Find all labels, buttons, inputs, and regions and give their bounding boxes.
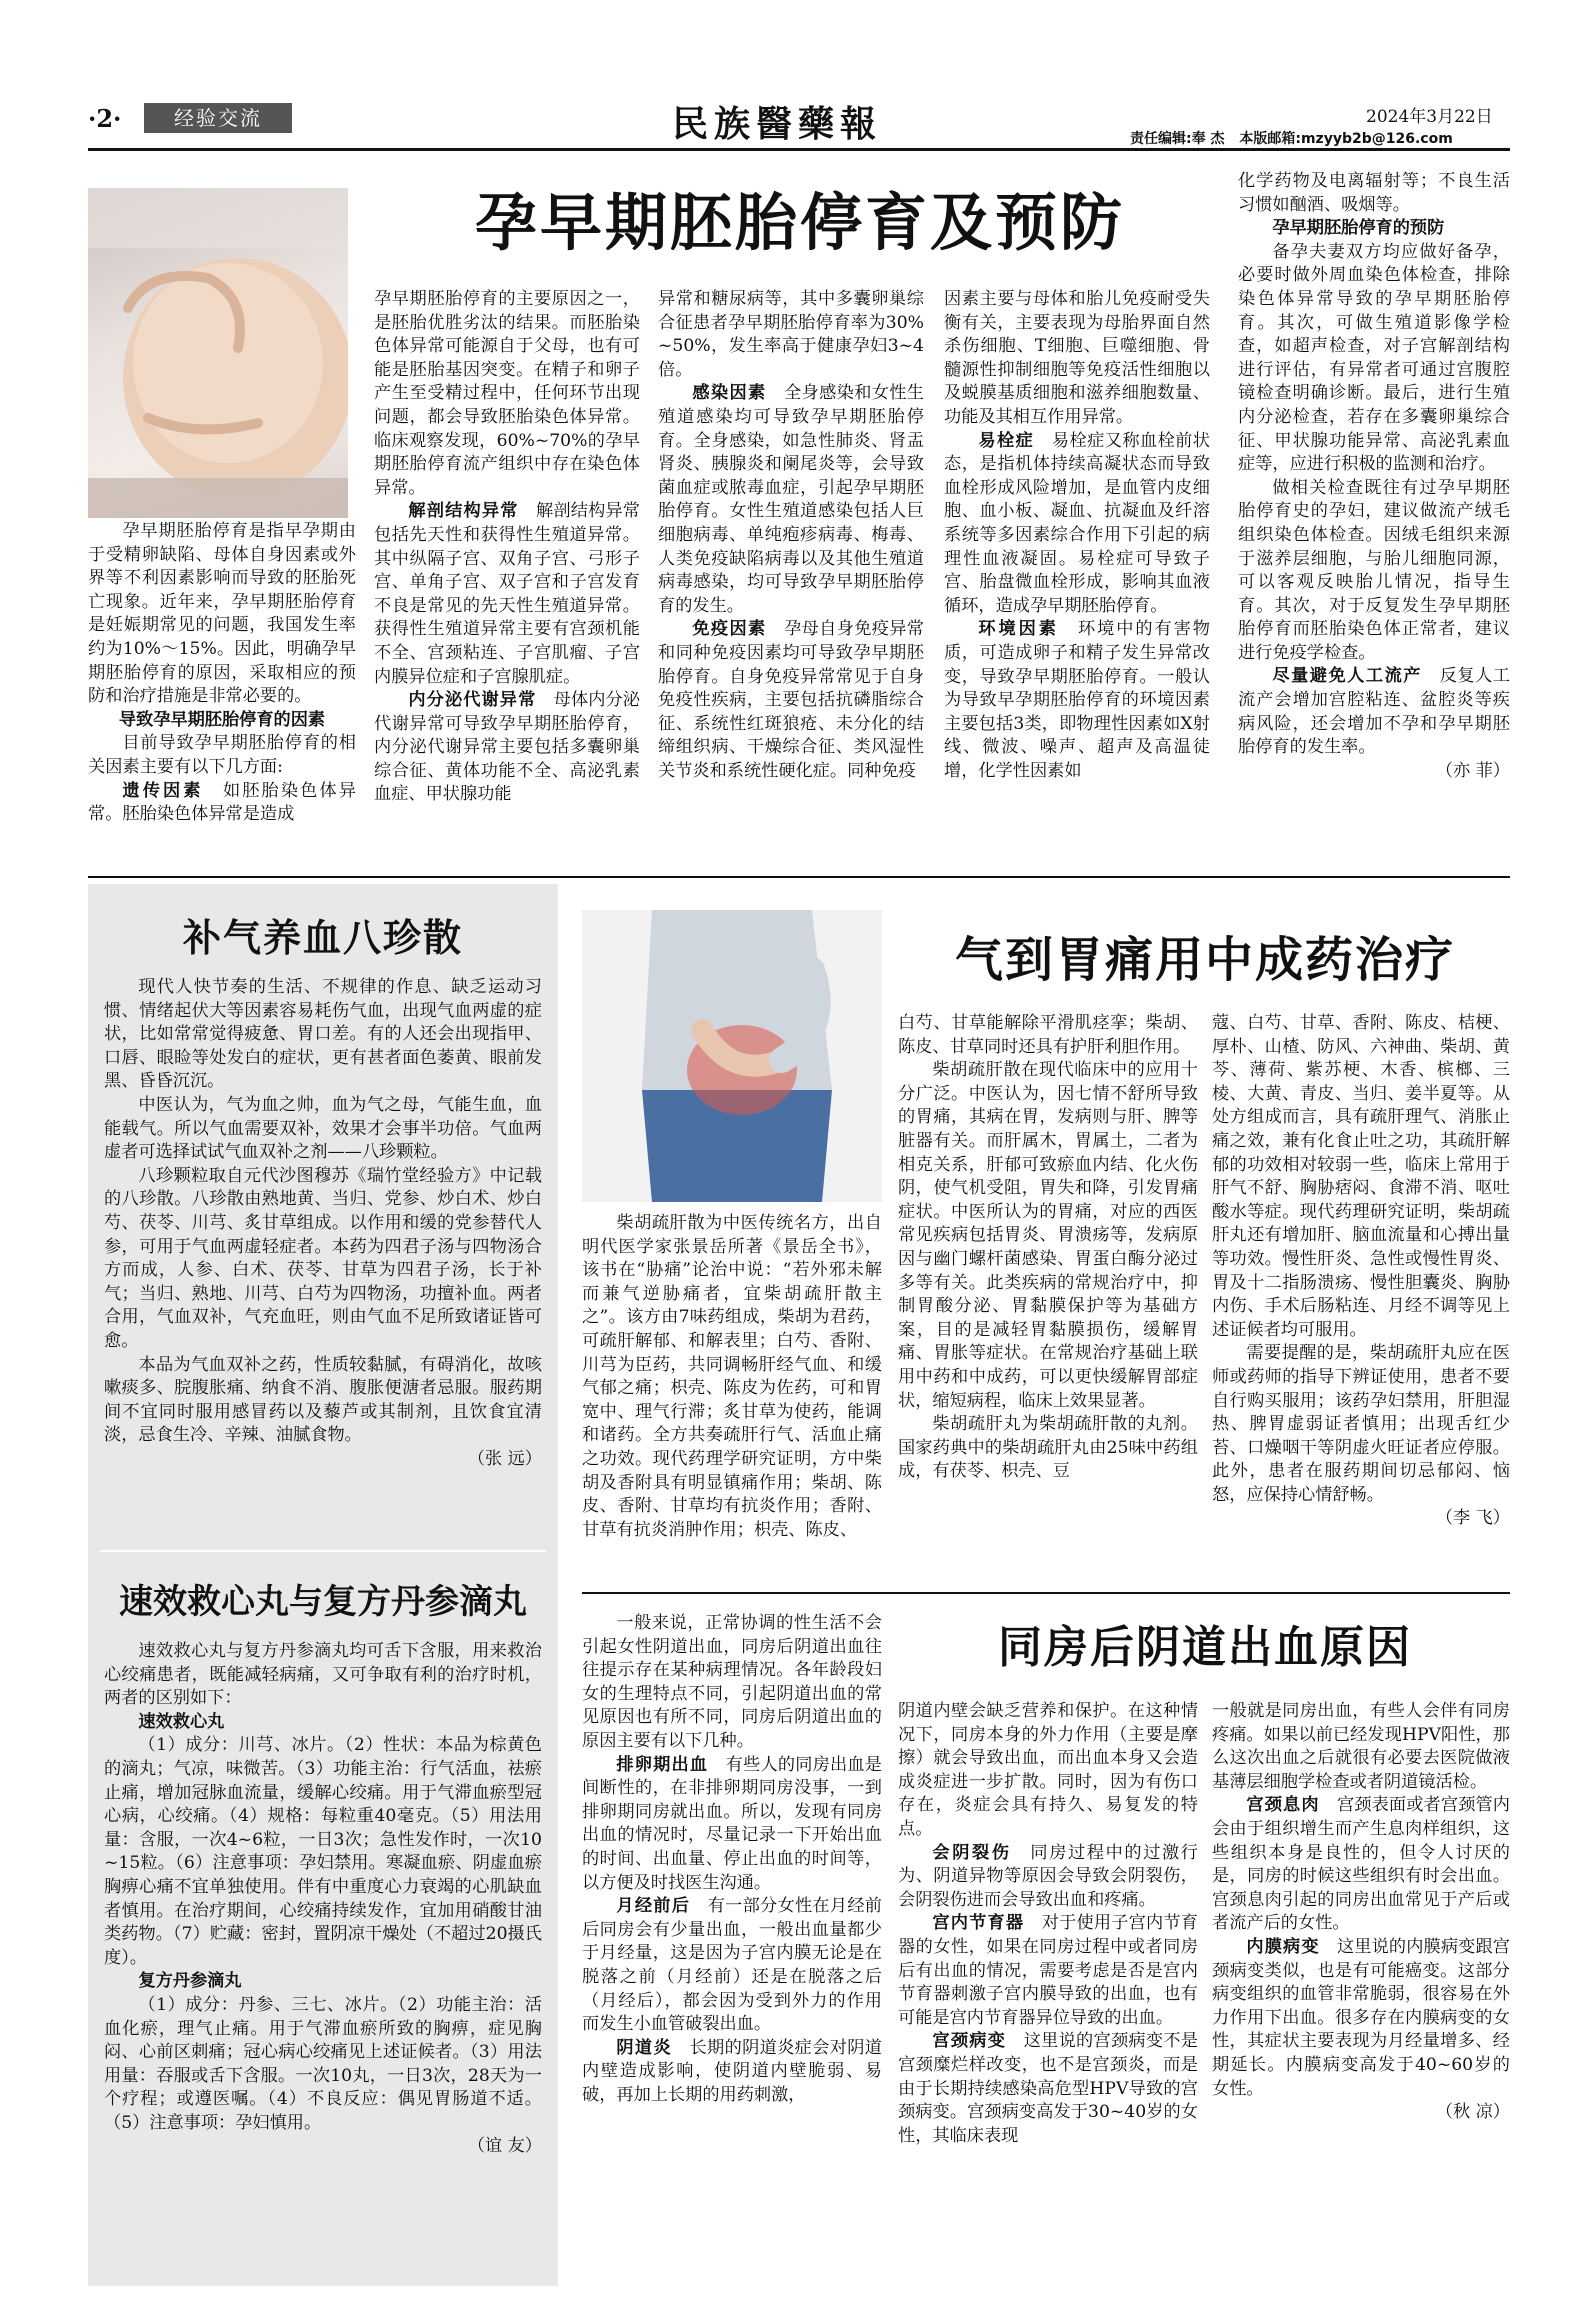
article-title: 孕早期胚胎停育及预防 bbox=[474, 186, 1125, 259]
paragraph-text: 同房过程中的过激行为、阴道异物等原因会导致会阴裂伤，会阴裂伤进而会导致出血和疼痛。 bbox=[898, 1842, 1198, 1910]
paragraph: 一般来说，正常协调的性生活不会引起女性阴道出血，同房后阴道出血往往提示存在某种病理情况。各年龄段妇女的生理特点不同，引起阴道出血的常见原因也有所不同，同房后阴道出血的原因主要有以下几种。 bbox=[582, 1613, 882, 1751]
paragraph-text: 环境中的有害物质，可造成卵子和精子发生异常改变，导致孕早期胚胎停育。一般认为导致早孕期胚胎停育的环境因素主要包括3类，即物理性因素如X射线、微波、噪声、超声及高温徒增，化学性因素如 bbox=[944, 619, 1210, 781]
stomach-pain-illustration bbox=[582, 910, 882, 1202]
article-column bbox=[104, 1640, 542, 2278]
article-column bbox=[88, 520, 356, 870]
paragraph: （1）成分：川芎、冰片。（2）性状：本品为棕黄色的滴丸；气凉，味微苦。（3）功能主治：行气活血，祛瘀止痛，增加冠脉血流量，缓解心绞痛。用于气滞血瘀型冠心病，心绞痛。（4）规格：每粒重40毫克。（5）用法用量：含服，一次4~6粒，一日3次；急性发作时，一次10~15粒。（6）注意事项：孕妇禁用。寒凝血瘀、阴虚血瘀胸痹心痛不宜单独使用。伴有中重度心力衰竭的心肌缺血者慎用。在治疗期间，心绞痛持续发作，宜加用硝酸甘油类药物。（7）贮藏：密封，置阴凉干燥处（不超过20摄氏度）。 bbox=[104, 1735, 542, 1968]
masthead-rule bbox=[88, 148, 1510, 151]
paper-name: 民族醫藥報 bbox=[672, 103, 883, 145]
article-column bbox=[582, 1212, 882, 1562]
paragraph: 目前导致孕早期胚胎停育的相关因素主要有以下几方面: bbox=[88, 733, 356, 777]
article-column bbox=[1212, 1012, 1510, 1562]
paragraph: 阴道内壁会缺乏营养和保护。在这种情况下，同房本身的外力作用（主要是摩擦）就会导致出血，而出血本身又会造成炎症进一步扩散。同时，因为有伤口存在，炎症会具有持久、易复发的特点。 bbox=[898, 1701, 1198, 1839]
keyword: 内膜病变 bbox=[1246, 1936, 1320, 1957]
keyword: 尽量避免人工流产 bbox=[1272, 666, 1422, 687]
paragraph bbox=[898, 2030, 1198, 2148]
paragraph: 孕早期胚胎停育是指早孕期由于受精卵缺陷、母体自身因素或外界等不利因素影响而导致的胚胎死亡现象。近年来，孕早期胚胎停育是妊娠期常见的问题，我国发生率约为10%～15%。因此，明确孕早期胚胎停育的原因，采取相应的预防和治疗措施是非常必要的。 bbox=[88, 521, 356, 707]
paragraph-text: 母体内分泌代谢异常可导致孕早期胚胎停育，内分泌代谢异常主要包括多囊卵巢综合征、黄体功能不全、高泌乳素血症、甲状腺功能 bbox=[374, 690, 640, 805]
paragraph bbox=[1212, 1794, 1510, 1936]
editor-name: 责任编辑:奉 杰 bbox=[1130, 131, 1225, 147]
page-number: ·2· bbox=[88, 104, 122, 133]
paragraph: 柴胡疏肝丸为柴胡疏肝散的丸剂。国家药典中的柴胡疏肝丸由25味中药组成，有茯苓、枳壳、豆 bbox=[898, 1414, 1198, 1482]
keyword: 解剖结构异常 bbox=[408, 501, 519, 522]
paragraph: 中医认为，气为血之帅，血为气之母，气能生血，血能载气。所以气血需要双补，效果才会事半功倍。气血两虚者可选择试试气血双补之剂——八珍颗粒。 bbox=[104, 1094, 542, 1163]
paragraph: 柴胡疏肝散为中医传统名方，出自明代医学家张景岳所著《景岳全书》，该书在“胁痛”论治中说：“若外邪未解而兼气逆胁痛者，宜柴胡疏肝散主之”。该方由7味药组成，柴胡为君药，可疏肝解郁、和解表里；白芍、香附、川芎为臣药，共同调畅肝经气血、和缓气郁之痛；枳壳、陈皮为佐药，可和胃宽中、理气行滞；炙甘草为使药，能调和诸药。全方共奏疏肝行气、活血止痛之功效。现代药理学研究证明，方中柴胡及香附具有明显镇痛作用；柴胡、陈皮、香附、甘草均有抗炎作用；香附、甘草有抗炎消肿作用；枳壳、陈皮、 bbox=[582, 1213, 882, 1540]
article-column bbox=[944, 288, 1210, 870]
paragraph: 速效救心丸与复方丹参滴丸均可舌下含服，用来救治心绞痛患者，既能减轻病痛，又可争取有利的治疗时机，两者的区别如下： bbox=[104, 1641, 542, 1709]
editor-line bbox=[1130, 128, 1453, 148]
article-column bbox=[898, 1700, 1198, 2282]
paragraph bbox=[374, 689, 640, 807]
paragraph: 蔻、白芍、甘草、香附、陈皮、桔梗、厚朴、山楂、防风、六神曲、柴胡、黄芩、薄荷、紫苏梗、木香、槟榔、三棱、大黄、青皮、当归、姜半夏等。从处方组成而言，具有疏肝理气、消胀止痛之效，兼有化食止吐之功，其疏肝解郁的功效相对较弱一些，临床上常用于肝气不舒、胸胁痞闷、食滞不消、呕吐酸水等症。现代药理研究证明，柴胡疏肝丸还有增加肝、脑血流量和心搏出量等功效。慢性肝炎、急性或慢性胃炎、胃及十二指肠溃疡、慢性胆囊炎、胸胁内伤、手术后肠粘连、月经不调等见上述证候者均可服用。 bbox=[1212, 1013, 1510, 1340]
paragraph bbox=[374, 500, 640, 689]
author-byline: （张 远） bbox=[467, 1448, 542, 1469]
author-byline: （秋 凉） bbox=[1435, 2102, 1510, 2123]
article-column bbox=[658, 288, 924, 870]
paragraph: 需要提醒的是，柴胡疏肝丸应在医师或药师的指导下辨证使用，患者不要自行购买服用；该药孕妇禁用，肝胆湿热、脾胃虚弱证者慎用；出现舌红少苔、口燥咽干等阴虚火旺证者应停服。此外，患者在服药期间切忌郁闷、恼怒，应保持心情舒畅。 bbox=[1212, 1343, 1510, 1505]
stomach-pain-photo bbox=[582, 910, 882, 1202]
section-divider bbox=[88, 876, 1510, 878]
article-title: 速效救心丸与复方丹参滴丸 bbox=[119, 1582, 527, 1622]
article-column bbox=[374, 288, 640, 870]
subheading: 孕早期胚胎停育的预防 bbox=[1272, 218, 1445, 239]
pregnant-belly-illustration bbox=[88, 188, 348, 518]
keyword: 内分泌代谢异常 bbox=[408, 690, 537, 711]
paragraph: 孕早期胚胎停育的主要原因之一，是胚胎优胜劣汰的结果。而胚胎染色体异常可能源自于父母，也有可能是胚胎基因突变。在精子和卵子产生至受精过程中，任何环节出现问题，都会导致胚胎染色体异常。临床观察发现，60%~70%的孕早期胚胎停育流产组织中存在染色体异常。 bbox=[374, 289, 640, 498]
article-title: 气到胃痛用中成药治疗 bbox=[954, 932, 1455, 988]
keyword: 排卵期出血 bbox=[616, 1754, 709, 1775]
keyword: 宫内节育器 bbox=[932, 1913, 1025, 1934]
section-divider bbox=[582, 1592, 1510, 1594]
keyword: 环境因素 bbox=[978, 619, 1059, 640]
keyword: 阴道炎 bbox=[616, 2037, 672, 2058]
paragraph-text: 易栓症又称血栓前状态，是指机体持续高凝状态而导致血栓形成风险增加，是血管内皮细胞、血小板、凝血、抗凝血及纤溶系统等多因素综合作用下引起的病理性血液凝固。易栓症可导致子宫、胎盘微血栓形成，影响其血液循环，造成孕早期胚胎停育。 bbox=[944, 430, 1210, 616]
paragraph: 一般就是同房出血，有些人会伴有同房疼痛。如果以前已经发现HPV阳性，那么这次出血之后就很有必要去医院做液基薄层细胞学检查或者阴道镜活检。 bbox=[1212, 1701, 1510, 1792]
subheading: 复方丹参滴丸 bbox=[138, 1971, 242, 1992]
keyword: 易栓症 bbox=[978, 430, 1035, 451]
paragraph bbox=[582, 1895, 882, 2037]
author-byline: （亦 菲） bbox=[1435, 760, 1510, 781]
section-label: 经验交流 bbox=[144, 103, 292, 133]
paragraph bbox=[1212, 1936, 1510, 2101]
subheading: 速效救心丸 bbox=[138, 1711, 225, 1732]
author-byline: （谊 友） bbox=[467, 2136, 542, 2157]
paragraph-text: 反复人工流产会增加宫腔粘连、盆腔炎等疾病风险，还会增加不孕和孕早期胚胎停育的发生率。 bbox=[1238, 666, 1510, 758]
paragraph-text: 有一部分女性在月经前后同房会有少量出血，一般出血量都少于月经量，这是因为子宫内膜无论是在脱落之前（月经前）还是在脱落之后（月经后），都会因为受到外力的作用而发生小血管破裂出血。 bbox=[582, 1896, 882, 2035]
keyword: 遗传因素 bbox=[122, 780, 204, 801]
paragraph: （1）成分：丹参、三七、冰片。（2）功能主治：活血化瘀，理气止痛。用于气滞血瘀所致的胸痹，症见胸闷、心前区刺痛；冠心病心绞痛见上述证候者。（3）用法用量：吞服或舌下含服。一次10丸，一日3次，28天为一个疗程；或遵医嘱。（4）不良反应：偶见胃肠道不适。（5）注意事项：孕妇慎用。 bbox=[104, 1994, 542, 2133]
keyword: 会阴裂伤 bbox=[932, 1842, 1012, 1863]
paragraph bbox=[582, 1754, 882, 1896]
paragraph-text: 解剖结构异常包括先天性和获得性生殖道异常。其中纵隔子宫、双角子宫、弓形子宫、单角子宫、双子宫和子宫发育不良是常见的先天性生殖道异常。获得性生殖道异常主要有宫颈机能不全、宫颈粘连、子宫肌瘤、子宫内膜异位症和子宫腺肌症。 bbox=[374, 501, 640, 687]
paragraph: 化学药物及电离辐射等；不良生活习惯如酗酒、吸烟等。 bbox=[1238, 171, 1510, 215]
keyword: 免疫因素 bbox=[692, 619, 767, 640]
masthead bbox=[0, 0, 1596, 160]
paragraph: 本品为气血双补之药，性质较黏腻，有碍消化，故咳嗽痰多、脘腹胀痛、纳食不消、腹胀便溏者忌服。服药期间不宜同时服用感冒药以及藜芦或其制剂，且饮食宜清淡，忌食生冷、辛辣、油腻食物。 bbox=[104, 1354, 542, 1446]
paragraph bbox=[88, 780, 356, 827]
paragraph-text: 这里说的宫颈病变不是宫颈糜烂样改变，也不是宫颈炎，而是由于长期持续感染高危型HPV导致的宫颈病变。宫颈病变高发于30~40岁的女性，其临床表现 bbox=[898, 2031, 1198, 2146]
article-column bbox=[582, 1612, 882, 2282]
paragraph: 备孕夫妻双方均应做好备孕，必要时做外周血染色体检查，排除染色体异常导致的孕早期胚胎停育。其次，可做生殖道影像学检查，如超声检查，对子宫解剖结构进行评估，有异常者可通过宫腹腔镜检查明确诊断。最后，进行生殖内分泌检查，若存在多囊卵巢综合征、甲状腺功能异常、高泌乳素血症等，应进行积极的监测和治疗。 bbox=[1238, 241, 1510, 475]
article-column bbox=[1212, 1700, 1510, 2282]
subheading: 导致孕早期胚胎停育的因素 bbox=[118, 709, 326, 730]
paragraph: 八珍颗粒取自元代沙图穆苏《瑞竹堂经验方》中记载的八珍散。八珍散由熟地黄、当归、党参、炒白术、炒白芍、茯苓、川芎、炙甘草组成。以作用和缓的党参替代人参，可用于气血两虚轻症者。本药为四君子汤与四物汤合方而成，人参、白术、茯苓、甘草为四君子汤，长于补气；当归、熟地、川芎、白芍为四物汤，功擅补血。两者合用，气血双补，气充血旺，则由气血不足所致诸证皆可愈。 bbox=[104, 1165, 542, 1351]
paragraph-text: 这里说的内膜病变跟宫颈病变类似，也是有可能癌变。这部分病变组织的血管非常脆弱，很容易在外力作用下出血。很多存在内膜病变的女性，其症状主要表现为月经量增多、经期延长。内膜病变高发于40~60岁的女性。 bbox=[1212, 1936, 1510, 2099]
paragraph: 现代人快节奏的生活、不规律的作息、缺乏运动习惯、情绪起伏大等因素容易耗伤气血，出现气血两虚的症状，比如常常觉得疲惫、胃口差。有的人还会出现指甲、口唇、眼睑等处发白的症状，更有甚者面色萎黄、眼前发黑、昏昏沉沉。 bbox=[104, 977, 542, 1092]
paragraph: 白芍、甘草能解除平滑肌痉挛；柴胡、陈皮、甘草同时还具有护肝利胆作用。 bbox=[898, 1013, 1198, 1057]
article-title: 补气养血八珍散 bbox=[182, 915, 463, 960]
article-column bbox=[1238, 170, 1510, 870]
article-column bbox=[104, 976, 542, 1536]
editor-email: 本版邮箱:mzyyb2b@126.com bbox=[1239, 131, 1453, 147]
paragraph bbox=[1238, 665, 1510, 759]
paragraph: 异常和糖尿病等，其中多囊卵巢综合征患者孕早期胚胎停育率为30%~50%，发生率高于健康孕妇3~4倍。 bbox=[658, 289, 924, 380]
keyword: 宫颈病变 bbox=[932, 2031, 1007, 2052]
box-divider bbox=[100, 1550, 546, 1552]
paragraph bbox=[582, 2037, 882, 2108]
paragraph-text: 宫颈表面或者宫颈管内会由于组织增生而产生息肉样组织，这些组织本身是良性的，但令人讨厌的是，同房的时候这些组织有时会出血。宫颈息肉引起的同房出血常见于产后或者流产后的女性。 bbox=[1212, 1795, 1510, 1934]
paragraph-text: 长期的阴道炎症会对阴道内壁造成影响，使阴道内壁脆弱、易破，再加上长期的用药刺激， bbox=[582, 2037, 882, 2105]
pregnant-belly-photo bbox=[88, 188, 348, 518]
paragraph bbox=[658, 382, 924, 618]
paragraph: 因素主要与母体和胎儿免疫耐受失衡有关，主要表现为母胎界面自然杀伤细胞、T细胞、巨噬细胞、骨髓源性抑制细胞等免疫活性细胞以及蜕膜基质细胞和滋养细胞数量、功能及其相互作用异常。 bbox=[944, 289, 1210, 427]
paragraph-text: 如胚胎染色体异常。胚胎染色体异常是造成 bbox=[88, 780, 356, 825]
paragraph-text: 对于使用子宫内节育器的女性，如果在同房过程中或者同房后有出血的情况，需要考虑是否是宫内节育器刺激子宫内膜导致的出血，也有可能是宫内节育器异位导致的出血。 bbox=[898, 1913, 1198, 2028]
paragraph: 做相关检查既往有过孕早期胚胎停育史的孕妇，建议做流产绒毛组织染色体检查。因绒毛组织来源于滋养层细胞，与胎儿细胞同源，可以客观反映胎儿情况，指导生育。其次，对于反复发生孕早期胚胎停育而胚胎染色体正常者，建议进行免疫学检查。 bbox=[1238, 477, 1510, 663]
paragraph bbox=[944, 430, 1210, 619]
article-title: 同房后阴道出血原因 bbox=[998, 1622, 1412, 1673]
paragraph bbox=[898, 1912, 1198, 2030]
paragraph bbox=[658, 618, 924, 783]
paragraph-text: 孕母自身免疫异常和同种免疫因素均可导致孕早期胚胎停育。自身免疫异常常见于自身免疫性疾病，主要包括抗磷脂综合征、系统性红斑狼疮、未分化的结缔组织病、干燥综合征、类风湿性关节炎和系统性硬化症。同种免疫 bbox=[658, 619, 924, 781]
keyword: 月经前后 bbox=[616, 1896, 691, 1917]
paragraph bbox=[944, 618, 1210, 783]
article-column bbox=[898, 1012, 1198, 1562]
paragraph-text: 有些人的同房出血是间断性的，在非排卵期同房没事，一到排卵期同房就出血。所以，发现有同房出血的情况时，尽量记录一下开始出血的时间、出血量、停止出血的时间等，以方便及时找医生沟通。 bbox=[582, 1754, 882, 1893]
paragraph: 柴胡疏肝散在现代临床中的应用十分广泛。中医认为，因七情不舒所导致的胃痛，其病在胃，发病则与肝、脾等脏器有关。而肝属木，胃属土，二者为相克关系，肝郁可致瘀血内结、化火伤阴，使气机受阻，胃失和降，引发胃痛症状。中医所认为的胃痛，对应的西医常见疾病包括胃炎、胃溃疡等，发病原因与幽门螺杆菌感染、胃蛋白酶分泌过多等有关。此类疾病的常规治疗中，抑制胃酸分泌、胃黏膜保护等为基础方案，目的是减轻胃黏膜损伤，缓解胃痛、胃胀等症状。在常规治疗基础上联用中药和中成药，可以更快缓解胃部症状，缩短病程，临床上效果显著。 bbox=[898, 1060, 1198, 1411]
paragraph-text: 全身感染和女性生殖道感染均可导致孕早期胚胎停育。全身感染，如急性肺炎、肾盂肾炎、胰腺炎和阑尾炎等，会导致菌血症或脓毒血症，引起孕早期胚胎停育。女性生殖道感染包括人巨细胞病毒、单纯疱疹病毒、梅毒、人类免疫缺陷病毒以及其他生殖道病毒感染，均可导致孕早期胚胎停育的发生。 bbox=[658, 383, 924, 616]
paragraph bbox=[898, 1842, 1198, 1913]
keyword: 感染因素 bbox=[692, 383, 767, 404]
author-byline: （李 飞） bbox=[1435, 1508, 1510, 1529]
keyword: 宫颈息肉 bbox=[1246, 1795, 1320, 1816]
issue-date: 2024年3月22日 bbox=[1366, 107, 1493, 127]
